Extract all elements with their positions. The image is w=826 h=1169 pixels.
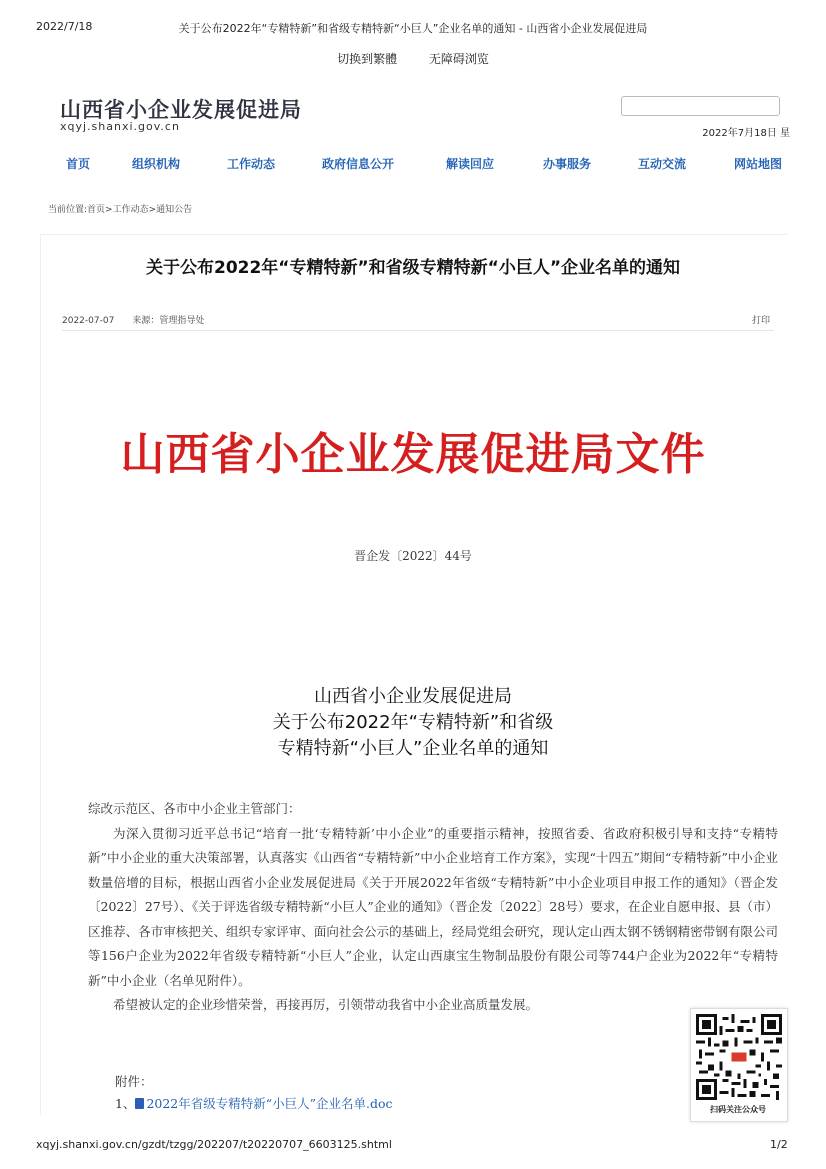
article-date: 2022-07-07 [62,316,115,326]
salutation: 综改示范区、各市中小企业主管部门： [88,801,301,816]
nav-sitemap[interactable]: 网站地图 [734,157,783,171]
print-page-number: 1/2 [770,1138,788,1151]
site-name[interactable]: 山西省小企业发展促进局 [60,98,302,122]
traditional-chinese-link[interactable]: 切换到繁體 [337,52,398,66]
nav-interpretation[interactable]: 解读回应 [446,157,495,171]
print-date: 2022/7/18 [36,20,93,33]
breadcrumb: 当前位置:首页>工作动态>通知公告 [48,205,193,215]
document-body [88,797,778,1018]
nav-interaction[interactable]: 互动交流 [638,157,687,171]
document-title [0,684,826,762]
word-doc-icon [135,1098,144,1109]
body-paragraph: 希望被认定的企业珍惜荣誉，再接再厉，引领带动我省中小企业高质量发展。 [113,997,539,1012]
print-footer-url: xqyj.shanxi.gov.cn/gzdt/tzgg/202207/t20220707_6603125.shtml [36,1138,392,1151]
print-page-title: 关于公布2022年“专精特新”和省级专精特新“小巨人”企业名单的通知 - 山西省小企业发展促进局 [178,22,648,35]
document-title-line: 山西省小企业发展促进局 [314,686,512,707]
attachment-item [115,1094,393,1112]
qr-code-icon [696,1014,782,1100]
nav-work-news[interactable]: 工作动态 [227,157,276,171]
document-number: 晋企发〔2022〕44号 [354,549,472,563]
nav-organization[interactable]: 组织机构 [132,157,181,171]
top-links [0,50,826,67]
nav-services[interactable]: 办事服务 [543,157,592,171]
article-source: 来源：管理指导处 [132,316,205,326]
body-paragraph: 为深入贯彻习近平总书记“培育一批‘专精特新’中小企业”的重要指示精神，按照省委、省政府积极引导和支持“专精特新”中小企业的重大决策部署，认真落实《山西省“专精特新”中小企业培育工作方案》，实现“十四五”期间“专精特新”中小企业数量倍增的目标，根据山西省小企业发展促进局《关于开展2022年省级“专精特新”中小企业项目申报工作的通知》（晋企发〔2022〕27号）、《关于评选省级专精特新“小巨人”企业的通知》（晋企发〔2022〕28号）要求，在企业自愿申报、县（市）区推荐、各市审核把关、组织专家评审、面向社会公示的基础上，经局党组会研究，现认定山西太钢不锈钢精密带钢有限公司等156户企业为2022年省级专精特新“小巨人”企业，认定山西康宝生物制品股份有限公司等744户企业为2022年“专精特新”中小企业（名单见附件）。 [88,825,778,988]
nav-gov-info[interactable]: 政府信息公开 [322,157,395,171]
attachment-index: 1、 [115,1096,136,1111]
print-link[interactable]: 打印 [752,316,771,326]
nav-home[interactable]: 首页 [66,157,91,171]
site-domain: xqyj.shanxi.gov.cn [60,120,180,133]
attachments-label: 附件： [115,1074,153,1089]
document-title-line: 关于公布2022年“专精特新”和省级 [272,712,554,733]
qr-caption: 扫码关注公众号 [710,1105,766,1114]
accessibility-link[interactable]: 无障碍浏览 [428,52,489,66]
document-red-header: 山西省小企业发展促进局文件 [120,429,706,480]
article-title: 关于公布2022年“专精特新”和省级专精特新“小巨人”企业名单的通知 [145,258,680,278]
main-nav [40,155,800,175]
search-input[interactable] [621,96,780,116]
meta-divider [62,330,774,331]
document-title-line: 专精特新“小巨人”企业名单的通知 [277,738,549,759]
article-meta [62,313,222,326]
today-date: 2022年7月18日 星 [702,128,790,139]
attachment-link[interactable]: 2022年省级专精特新“小巨人”企业名单.doc [146,1096,393,1111]
